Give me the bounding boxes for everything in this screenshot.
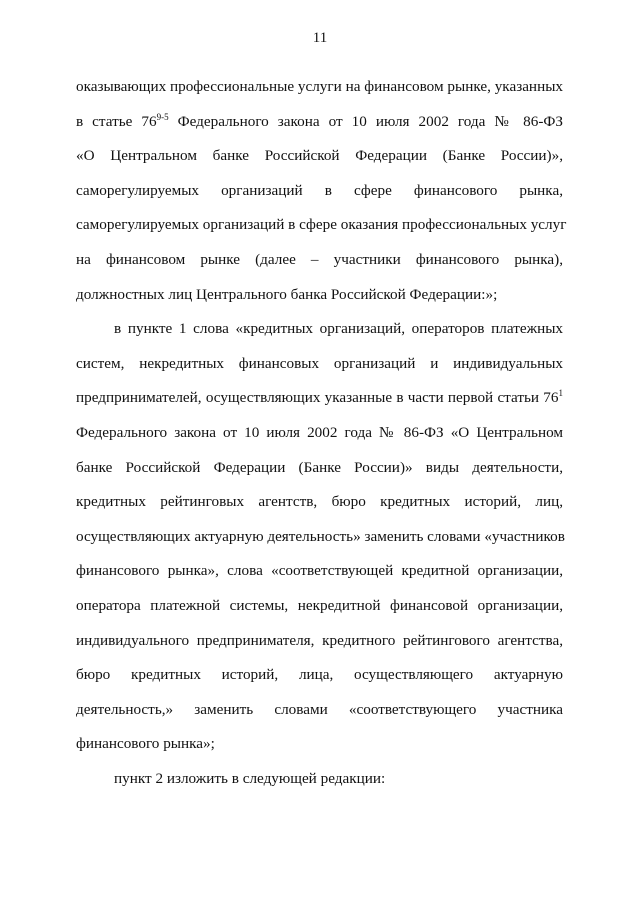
text-line: индивидуального предпринимателя, кредитного рейтингового агентства,: [76, 631, 563, 649]
text-line: [76, 381, 563, 416]
text-line: [76, 105, 563, 140]
text-line: Федерального закона от 10 июля 2002 года № 86-ФЗ «О Центральном: [76, 423, 563, 441]
text-line: осуществляющих актуарную деятельность» заменить словами «участников: [76, 527, 565, 545]
text-line: в пункте 1 слова «кредитных организаций, операторов платежных: [114, 320, 563, 338]
text-fragment: предпринимателей, осуществляющих указанные в части первой статьи 76: [76, 389, 559, 407]
text-line: бюро кредитных историй, лица, осуществляющего актуарную: [76, 666, 563, 684]
superscript: 9-5: [156, 111, 169, 122]
text-line: финансового рынка», слова «соответствующей кредитной организации,: [76, 562, 563, 580]
text-line: оператора платежной системы, некредитной финансовой организации,: [76, 596, 563, 614]
text-line: систем, некредитных финансовых организаций и индивидуальных: [76, 354, 563, 372]
superscript: 1: [558, 388, 563, 399]
text-line: финансового рынка»;: [76, 735, 215, 753]
text-line: оказывающих профессиональные услуги на финансовом рынке, указанных: [76, 78, 563, 95]
page-number: 11: [312, 30, 328, 46]
text-line: кредитных рейтинговых агентств, бюро кредитных историй, лиц,: [76, 493, 563, 511]
text-line: пункт 2 изложить в следующей редакции:: [114, 769, 386, 787]
text-fragment: Федерального закона от 10 июля 2002 года № 86-ФЗ: [168, 112, 563, 130]
text-line: на финансовом рынке (далее – участники финансового рынка),: [76, 250, 563, 268]
text-line: саморегулируемых организаций в сфере оказания профессиональных услуг: [76, 216, 567, 234]
text-line: банке Российской Федерации (Банке России)» виды деятельности,: [76, 458, 563, 476]
text-line: «О Центральном банке Российской Федерации (Банке России)»,: [76, 147, 563, 165]
text-line: должностных лиц Центрального банка Российской Федерации:»;: [76, 285, 498, 303]
document-body: [76, 70, 567, 796]
text-line: деятельность,» заменить словами «соответствующего участника: [76, 700, 563, 718]
text-line: саморегулируемых организаций в сфере финансового рынка,: [76, 181, 563, 199]
text-fragment: в статье 76: [76, 112, 157, 130]
